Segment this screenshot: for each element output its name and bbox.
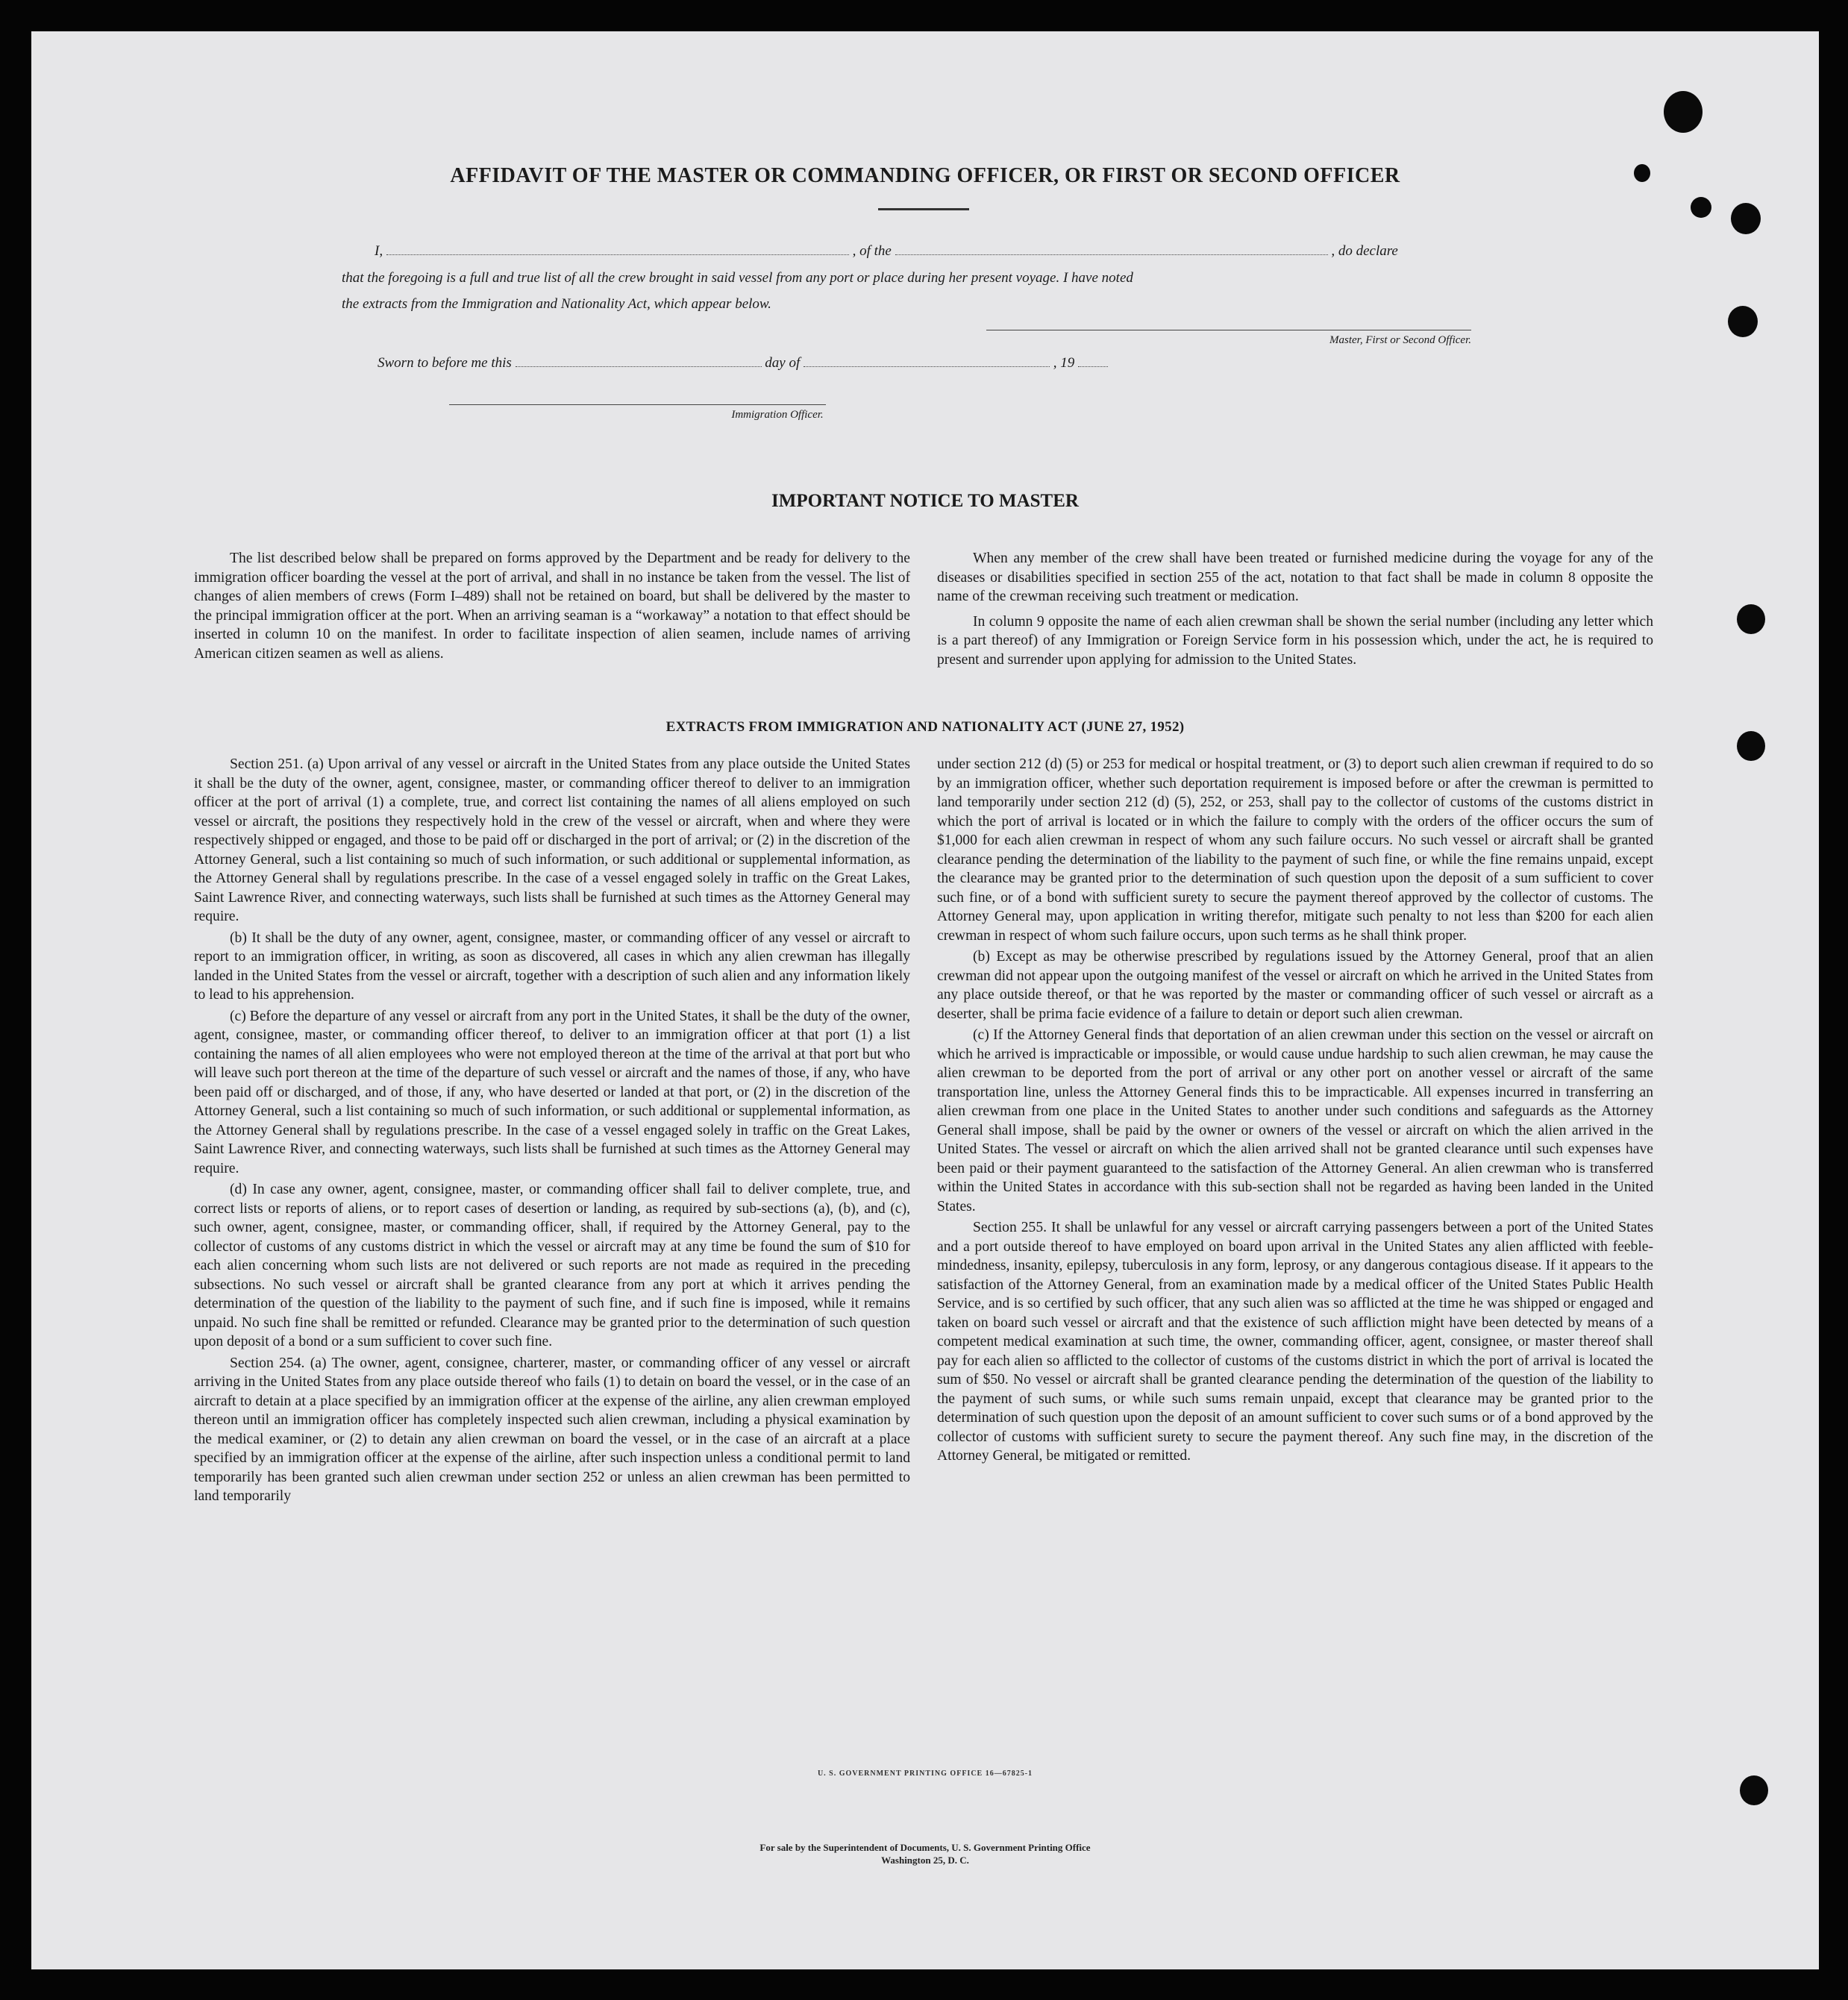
sworn-year-blank[interactable] [1078,354,1108,367]
section-255: Section 255. It shall be unlawful for any vessel or aircraft carrying passengers between a port of the United States and a port outside thereof to have employed on board upon arrival in the United States any alien afflicted with feeble-mindedness, insanity, epilepsy, tuberculosis in any form, leprosy, or any dangerous contagious disease. If it appears to the satisfaction of the Attorney General, from an examination made by a medical officer of the United States Public Health Service, and is so certified by such officer, that any such alien was so afflicted at the time he was shipped or engaged and taken on board such vessel or aircraft and that the existence of such affliction might have been detected by means of a competent medical examination at such time, the owner, commanding officer, agent, consignee, or master thereof shall pay for each alien so afflicted to the collector of customs of the customs district in which the port of arrival is located the sum of $50. No vessel or aircraft shall be granted clearance pending the determination of the question of the liability to the payment of such sums, or while such sums remain unpaid, except that clearance may be granted prior to the determination of such question upon the deposit of an amount sufficient to cover such sums or of a bond approved by the collector of customs with sufficient surety to secure the payment thereof. Any such fine may, in the discretion of the Attorney General, be mitigated or remitted. [937,1220,1653,1464]
section-251-b: (b) It shall be the duty of any owner, agent, consignee, master, or commanding officer of any vessel or aircraft to report to an immigration officer, in writing, as soon as discovered, all cases in which any alien crewman has illegally landed in the United States from the vessel or aircraft, together with a description of such alien and any information likely to lead to his apprehension. [194,930,910,1003]
punch-hole [1731,203,1761,234]
declaration-text-3: the extracts from the Immigration and Nationality Act, which appear below. [342,296,771,312]
declaration-i: I, [375,243,383,259]
master-signature-label: Master, First or Second Officer. [1329,334,1471,346]
notice-right-text-2: In column 9 opposite the name of each alien crewman shall be shown the serial number (including any letter which is a part thereof) of any Immigration or Foreign Service form in his possession which, under the act, he is required to present and surrender upon applying for admission to the United States. [937,613,1653,668]
day-of-label: day of [765,355,801,371]
notice-right-column [937,549,1653,671]
sale-line-1: For sale by the Superintendent of Documents, U. S. Government Printing Office [759,1842,1091,1853]
extracts-right-column [937,755,1653,1468]
section-254-b: (b) Except as may be otherwise prescribed by regulations issued by the Attorney General, proof that an alien crewman did not appear upon the outgoing manifest of the vessel or aircraft on which he arrived in the United States from any place outside thereof, or that he was reported by the master or commanding officer of such vessel or aircraft as a deserter, shall be prima facie evidence of a failure to detain or deport such alien crewman. [937,949,1653,1022]
title-divider [878,208,969,210]
declaration-of: , of the [852,243,892,259]
punch-hole [1664,91,1703,133]
punch-hole [1728,306,1758,337]
punch-hole [1737,604,1765,634]
section-254-a: Section 254. (a) The owner, agent, consignee, charterer, master, or commanding officer of any vessel or aircraft arriving in the United States from any place outside thereof who fails (1) to detain on board the vessel, or in the case of an aircraft to detain at a place specified by an immigration officer at the expense of the airline, any alien crewman employed thereon until an immigration officer has completely inspected such alien crewman, including a physical examination by the medical examiner, or (2) to detain any alien crewman on board the vessel, or in the case of an aircraft at a place specified by an immigration officer at the expense of the airline, after such inspection unless a conditional permit to land temporarily has been granted such alien crewman under section 252 or unless an alien crewman has been permitted to land temporarily [194,1355,910,1504]
printing-office-code: U. S. GOVERNMENT PRINTING OFFICE 16—67825-1 [817,1769,1033,1778]
notice-left-text: The list described below shall be prepared on forms approved by the Department and be ready for delivery to the immigration officer boarding the vessel at the port of arrival, and shall in no instance be taken from the vessel. The list of changes of alien members of crews (Form I–489) shall not be retained on board, but shall be delivered by the master to the principal immigration officer at the port. When an arriving seaman is a “workaway” a notation to that effect should be inserted in column 10 on the manifest. In order to facilitate inspection of alien seamen, include names of arriving American citizen seamen as well as aliens. [194,551,910,662]
year-label: , 19 [1053,355,1075,371]
officer-signature-label: Immigration Officer. [731,409,824,421]
sworn-line [378,354,1273,372]
section-254-c: (c) If the Attorney General finds that deportation of an alien crewman under this section on the vessel or aircraft on which he arrived is impracticable or impossible, or would cause undue hardship to such alien crewman, he may cause the alien crewman to be deported from the port of arrival or any other port on another vessel or aircraft of the same transportation line, unless the Attorney General finds this to be impracticable. All expenses incurred in transferring an alien crewman from one place in the United States to another under such conditions and safeguards as the Attorney General shall impose, shall be paid by the owner or owners of the vessel or aircraft on which the alien arrived in the United States. The vessel or aircraft on which the alien arrived shall not be granted clearance until such expenses have been paid or their payment guaranteed to the satisfaction of the Attorney General. An alien crewman who is transferred within the United States in accordance with this sub-section shall not be regarded as having been landed in the United States. [937,1027,1653,1214]
notice-right-text-1: When any member of the crew shall have been treated or furnished medicine during the voyage for any of the diseases or disabilities specified in section 255 of the act, notation to that fact shall be made in column 8 opposite the name of the crewman receiving such treatment or medication. [937,551,1653,604]
punch-hole [1740,1775,1768,1805]
affidavit-title: AFFIDAVIT OF THE MASTER OR COMMANDING OFFICER, OR FIRST OR SECOND OFFICER [450,164,1400,187]
vessel-blank[interactable] [895,242,1328,255]
declaration-line [375,242,1505,260]
section-251-d: (d) In case any owner, agent, consignee, master, or commanding officer shall fail to deliver complete, true, and correct lists or reports of aliens, or to report cases of desertion or landing, as required by sub-sections (a), (b), and (c), such owner, agent, consignee, master, or commanding officer, shall, if required by the Attorney General, pay to the collector of customs of any customs district in which the vessel or aircraft may at any time be found the sum of $10 for each alien concerning whom such lists are not delivered or such reports are not made as required in the preceding subsections. No such vessel or aircraft shall be granted clearance from any port at which it arrives pending the determination of the question of the liability to the payment of such fine, and if such fine is imposed, while it remains unpaid. No such fine shall be remitted or refunded. Clearance may be granted prior to the determination of such question upon deposit of a bond or a sum sufficient to cover such fine. [194,1182,910,1349]
sale-notice [31,1841,1819,1866]
extracts-left-column [194,755,910,1508]
notice-left-column [194,549,910,665]
sworn-label: Sworn to before me this [378,355,512,371]
extracts-heading: EXTRACTS FROM IMMIGRATION AND NATIONALITY ACT (JUNE 27, 1952) [665,719,1185,735]
section-251-c: (c) Before the departure of any vessel or aircraft from any port in the United States, it shall be the duty of the owner, agent, consignee, master, or commanding officer thereof, to deliver to an immigration officer at that port (1) a list containing the names of all alien employees who were not employed thereon at the time of the arrival at that port but who will leave such port thereon at the time of the departure of such vessel or aircraft and the names of those, if any, who have been paid off or discharged, and of those, if any, who have deserted or landed at that port, or (2) in the discretion of the Attorney General, such a list containing so much of such information, or such additional or supplemental information, as the Attorney General shall by regulations prescribe. In the case of a vessel engaged solely in traffic on the Great Lakes, Saint Lawrence River, and connecting waterways, such lists shall be furnished at such times as the Attorney General may require. [194,1008,910,1176]
punch-hole [1691,197,1711,218]
name-blank[interactable] [386,242,849,255]
sworn-month-blank[interactable] [804,354,1050,367]
declaration-text-2: that the foregoing is a full and true list of all the crew brought in said vessel from any port or place during her present voyage. I have noted [342,270,1133,286]
form-page [31,31,1819,1969]
sale-line-2: Washington 25, D. C. [881,1855,969,1866]
section-254-a-continued: under section 212 (d) (5) or 253 for medical or hospital treatment, or (3) to deport such alien crewman if required to do so by an immigration officer, whether such deportation requirement is imposed before or after the crewman is permitted to land temporarily under section 212 (d) (5), 252, or 253, shall pay to the collector of customs of the customs district in which the port of arrival is located or in which the failure to comply with the orders of the officer occurs the sum of $1,000 for each alien crewman in respect of whom any such failure occurs. No such vessel or aircraft shall be granted clearance pending the determination of the liability to the payment of such fine, or while the fine remains unpaid, except the clearance may be granted prior to the determination of such question upon the deposit of a sum sufficient to cover such fine, or of a bond with sufficient surety to secure the payment thereof approved by the collector of customs. The Attorney General may, upon application in writing therefor, mitigate such penalty to not less than $200 for each alien crewman in respect of whom such failure occurs, upon such terms as he shall think proper. [937,756,1653,944]
notice-heading: IMPORTANT NOTICE TO MASTER [771,491,1079,511]
sworn-day-blank[interactable] [516,354,762,367]
officer-signature-line[interactable] [449,404,826,405]
punch-hole [1737,731,1765,761]
section-251-a: Section 251. (a) Upon arrival of any vessel or aircraft in the United States from any place outside the United States it shall be the duty of the owner, agent, consignee, master, or commanding officer thereof to deliver to an immigration officer at the port of arrival (1) a complete, true, and correct list containing the names of all aliens employed on such vessel or aircraft, the positions they respectively hold in the crew of the vessel or aircraft, when and where they were respectively shipped or engaged, and those to be paid off or discharged in the port of arrival; or (2) in the discretion of the Attorney General, such a list containing so much of such information, or such additional or supplemental information, as the Attorney General shall by regulations prescribe. In the case of a vessel engaged solely in traffic on the Great Lakes, Saint Lawrence River, and connecting waterways, such lists shall be furnished at such times as the Attorney General may require. [194,756,910,924]
declaration-declare: , do declare [1331,243,1398,259]
